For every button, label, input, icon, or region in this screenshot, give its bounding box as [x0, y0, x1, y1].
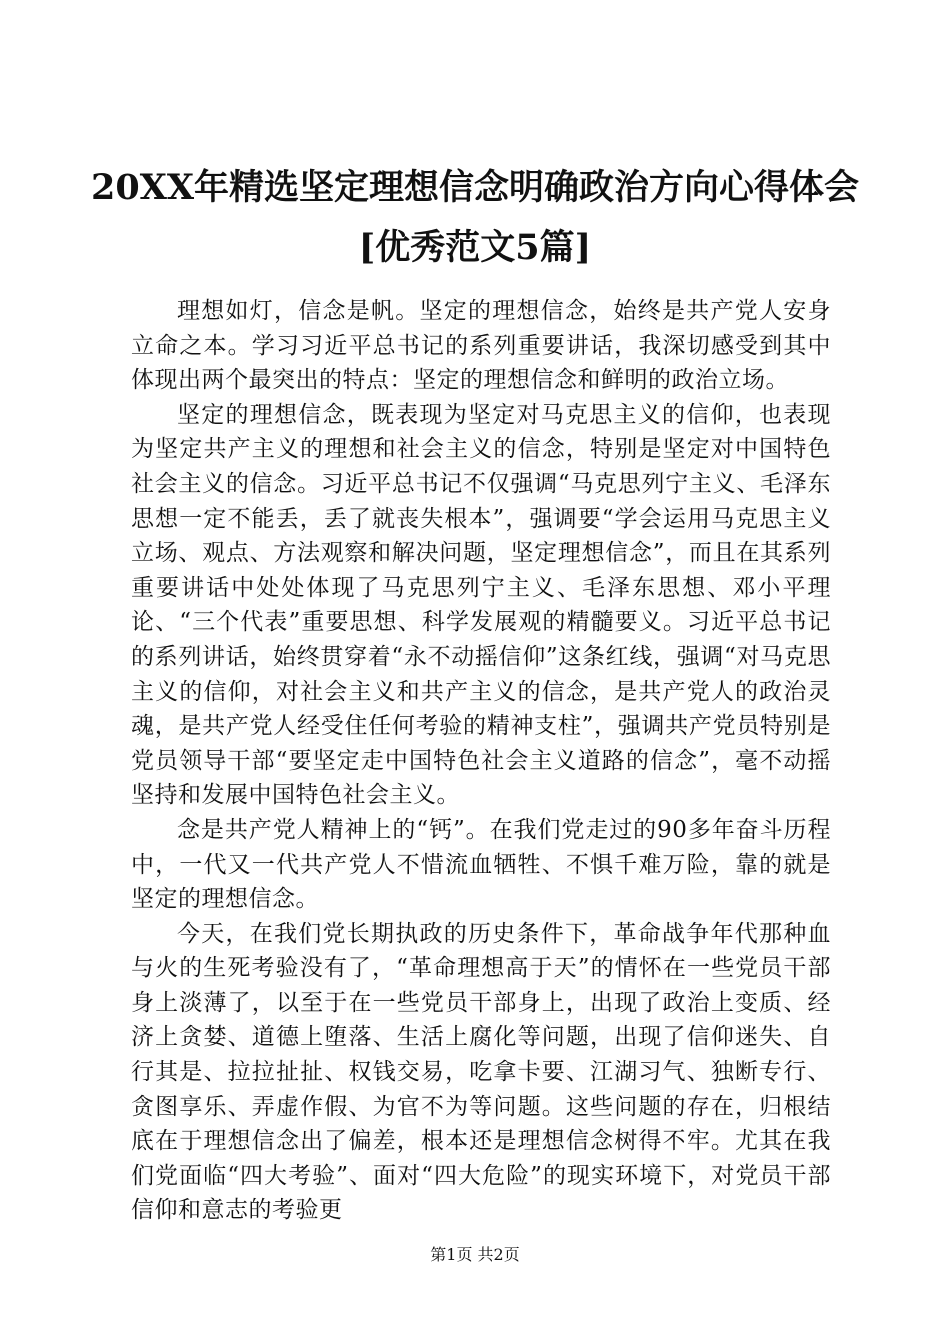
paragraph: 理想如灯，信念是帆。坚定的理想信念，始终是共产党人安身立命之本。学习习近平总书记的系列重要讲话，我深切感受到其中体现出两个最突出的特点：坚定的理想信念和鲜明的政治立场。 [131, 298, 831, 394]
page-footer: 第1页 共2页 [430, 1245, 520, 1264]
paragraph: 今天，在我们党长期执政的历史条件下，革命战争年代那种血与火的生死考验没有了，“革命理想高于天”的情怀在一些党员干部身上淡薄了，以至于在一些党员干部身上，出现了政治上变质、经济上贪婪、道德上堕落、生活上腐化等问题，出现了信仰迷失、自行其是、拉拉扯扯、权钱交易，吃拿卡要、江湖习气、独断专行、贪图享乐、弄虚作假、为官不为等问题。这些问题的存在，归根结底在于理想信念出了偏差，根本还是理想信念树得不牢。尤其在我们党面临“四大考验”、面对“四大危险”的现实环境下，对党员干部信仰和意志的考验更 [131, 920, 831, 1224]
paragraph: 坚定的理想信念，既表现为坚定对马克思主义的信仰，也表现为坚定共产主义的理想和社会主义的信念，特别是坚定对中国特色社会主义的信念。习近平总书记不仅强调“马克思列宁主义、毛泽东思想一定不能丢，丢了就丧失根本”，强调要“学会运用马克思主义立场、观点、方法观察和解决问题，坚定理想信念”，而且在其系列重要讲话中处处体现了马克思列宁主义、毛泽东思想、邓小平理论、“三个代表”重要思想、科学发展观的精髓要义。习近平总书记的系列讲话，始终贯穿着“永不动摇信仰”这条红线，强调“对马克思主义的信仰，对社会主义和共产主义的信念，是共产党人的政治灵魂，是共产党人经受住任何考验的精神支柱”，强调共产党员特别是党员领导干部“要坚定走中国特色社会主义道路的信念”，毫不动摇坚持和发展中国特色社会主义。 [131, 401, 831, 809]
paragraph: 念是共产党人精神上的“钙”。在我们党走过的90多年奋斗历程中，一代又一代共产党人不惜流血牺牲、不惧千难万险，靠的就是坚定的理想信念。 [131, 816, 831, 913]
document-body [131, 294, 831, 1228]
document-title: 20XX年精选坚定理想信念明确政治方向心得体会[优秀范文5篇] [90, 167, 860, 268]
